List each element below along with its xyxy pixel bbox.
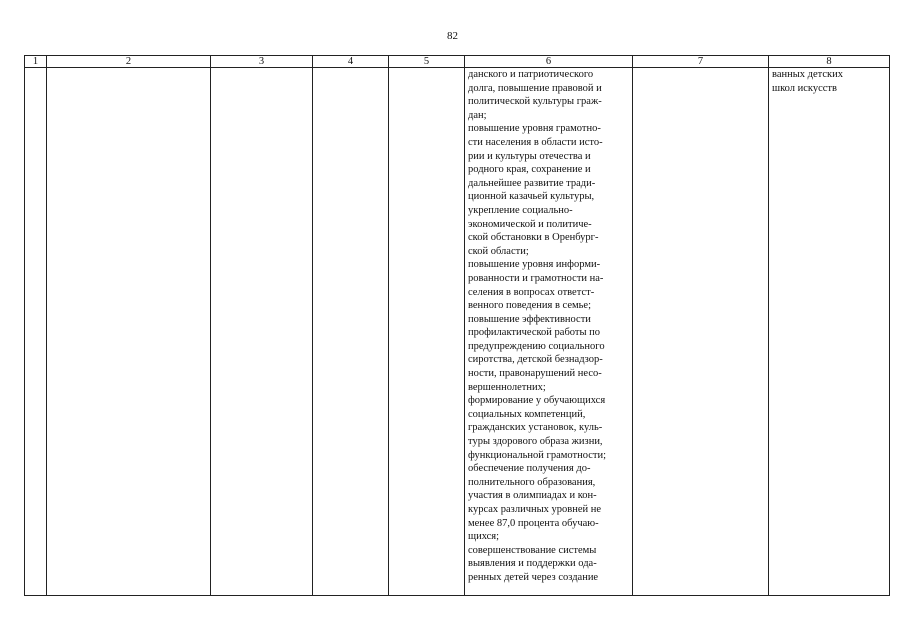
text-line: формирование у обучающихся bbox=[468, 395, 606, 407]
document-table bbox=[24, 55, 890, 596]
column-header-7: 7 bbox=[633, 56, 769, 68]
text-line: политической культуры граж- bbox=[468, 96, 602, 108]
text-line: рованности и грамотности на- bbox=[468, 272, 604, 284]
text-line: совершенствование системы bbox=[468, 544, 597, 556]
text-line: полнительного образования, bbox=[468, 476, 596, 488]
text-line: туры здорового образа жизни, bbox=[468, 436, 603, 448]
text-line: выявления и поддержки ода- bbox=[468, 558, 597, 570]
column-header-1: 1 bbox=[25, 56, 47, 68]
text-line: венного поведения в семье; bbox=[468, 300, 591, 312]
text-line: укрепление социально- bbox=[468, 204, 573, 216]
cell-col-2 bbox=[47, 68, 211, 596]
cell-col-3 bbox=[211, 68, 313, 596]
text-line: рии и культуры отечества и bbox=[468, 150, 591, 162]
text-line: ционной казачьей культуры, bbox=[468, 191, 595, 203]
cell-col-7 bbox=[633, 68, 769, 596]
text-line: дан; bbox=[468, 109, 487, 121]
text-line: школ искусств bbox=[772, 82, 837, 94]
cell-col-6 bbox=[465, 68, 633, 596]
page-number: 82 bbox=[447, 30, 458, 42]
text-line: ванных детских bbox=[772, 69, 843, 80]
text-line: курсах различных уровней не bbox=[468, 504, 602, 515]
cell-col-8 bbox=[769, 68, 890, 596]
table-header-row bbox=[25, 56, 890, 68]
text-line: щихся; bbox=[468, 531, 500, 543]
column-header-5: 5 bbox=[389, 56, 465, 68]
cell-col-1 bbox=[25, 68, 47, 596]
text-line: повышение уровня грамотно- bbox=[468, 123, 601, 135]
text-line: дальнейшее развитие тради- bbox=[468, 177, 596, 189]
text-line: сти населения в области исто- bbox=[468, 136, 603, 148]
text-line: экономической и политиче- bbox=[468, 218, 592, 230]
cell-col-5 bbox=[389, 68, 465, 596]
column-header-4: 4 bbox=[313, 56, 389, 68]
text-line: повышение эффективности bbox=[468, 313, 591, 325]
text-line: сиротства, детской безнадзор- bbox=[468, 354, 603, 366]
text-line: селения в вопросах ответст- bbox=[468, 286, 595, 298]
cell-col-4 bbox=[313, 68, 389, 596]
text-line: социальных компетенций, bbox=[468, 408, 586, 420]
table-row bbox=[25, 68, 890, 596]
text-line: вершеннолетних; bbox=[468, 381, 546, 393]
text-line: предупреждению социального bbox=[468, 340, 605, 352]
text-line: гражданских установок, куль- bbox=[468, 422, 603, 434]
text-line: профилактической работы по bbox=[468, 327, 601, 339]
text-line: родного края, сохранение и bbox=[468, 164, 591, 176]
col6-text bbox=[465, 68, 632, 585]
text-line: ской области; bbox=[468, 245, 529, 257]
text-line: участия в олимпиадах и кон- bbox=[468, 490, 597, 502]
text-line: функциональной грамотности; bbox=[468, 449, 606, 461]
column-header-6: 6 bbox=[465, 56, 633, 68]
text-line: ности, правонарушений несо- bbox=[468, 368, 602, 380]
text-line: обеспечение получения до- bbox=[468, 463, 591, 475]
text-line: данского и патриотического bbox=[468, 69, 594, 80]
text-line: ренных детей через создание bbox=[468, 571, 599, 583]
text-line: долга, повышение правовой и bbox=[468, 82, 602, 94]
text-line: ской обстановки в Оренбург- bbox=[468, 232, 599, 244]
column-header-3: 3 bbox=[211, 56, 313, 68]
col8-text bbox=[769, 68, 889, 95]
text-line: менее 87,0 процента обучаю- bbox=[468, 517, 599, 529]
column-header-8: 8 bbox=[769, 56, 890, 68]
column-header-2: 2 bbox=[47, 56, 211, 68]
text-line: повышение уровня информи- bbox=[468, 259, 601, 271]
